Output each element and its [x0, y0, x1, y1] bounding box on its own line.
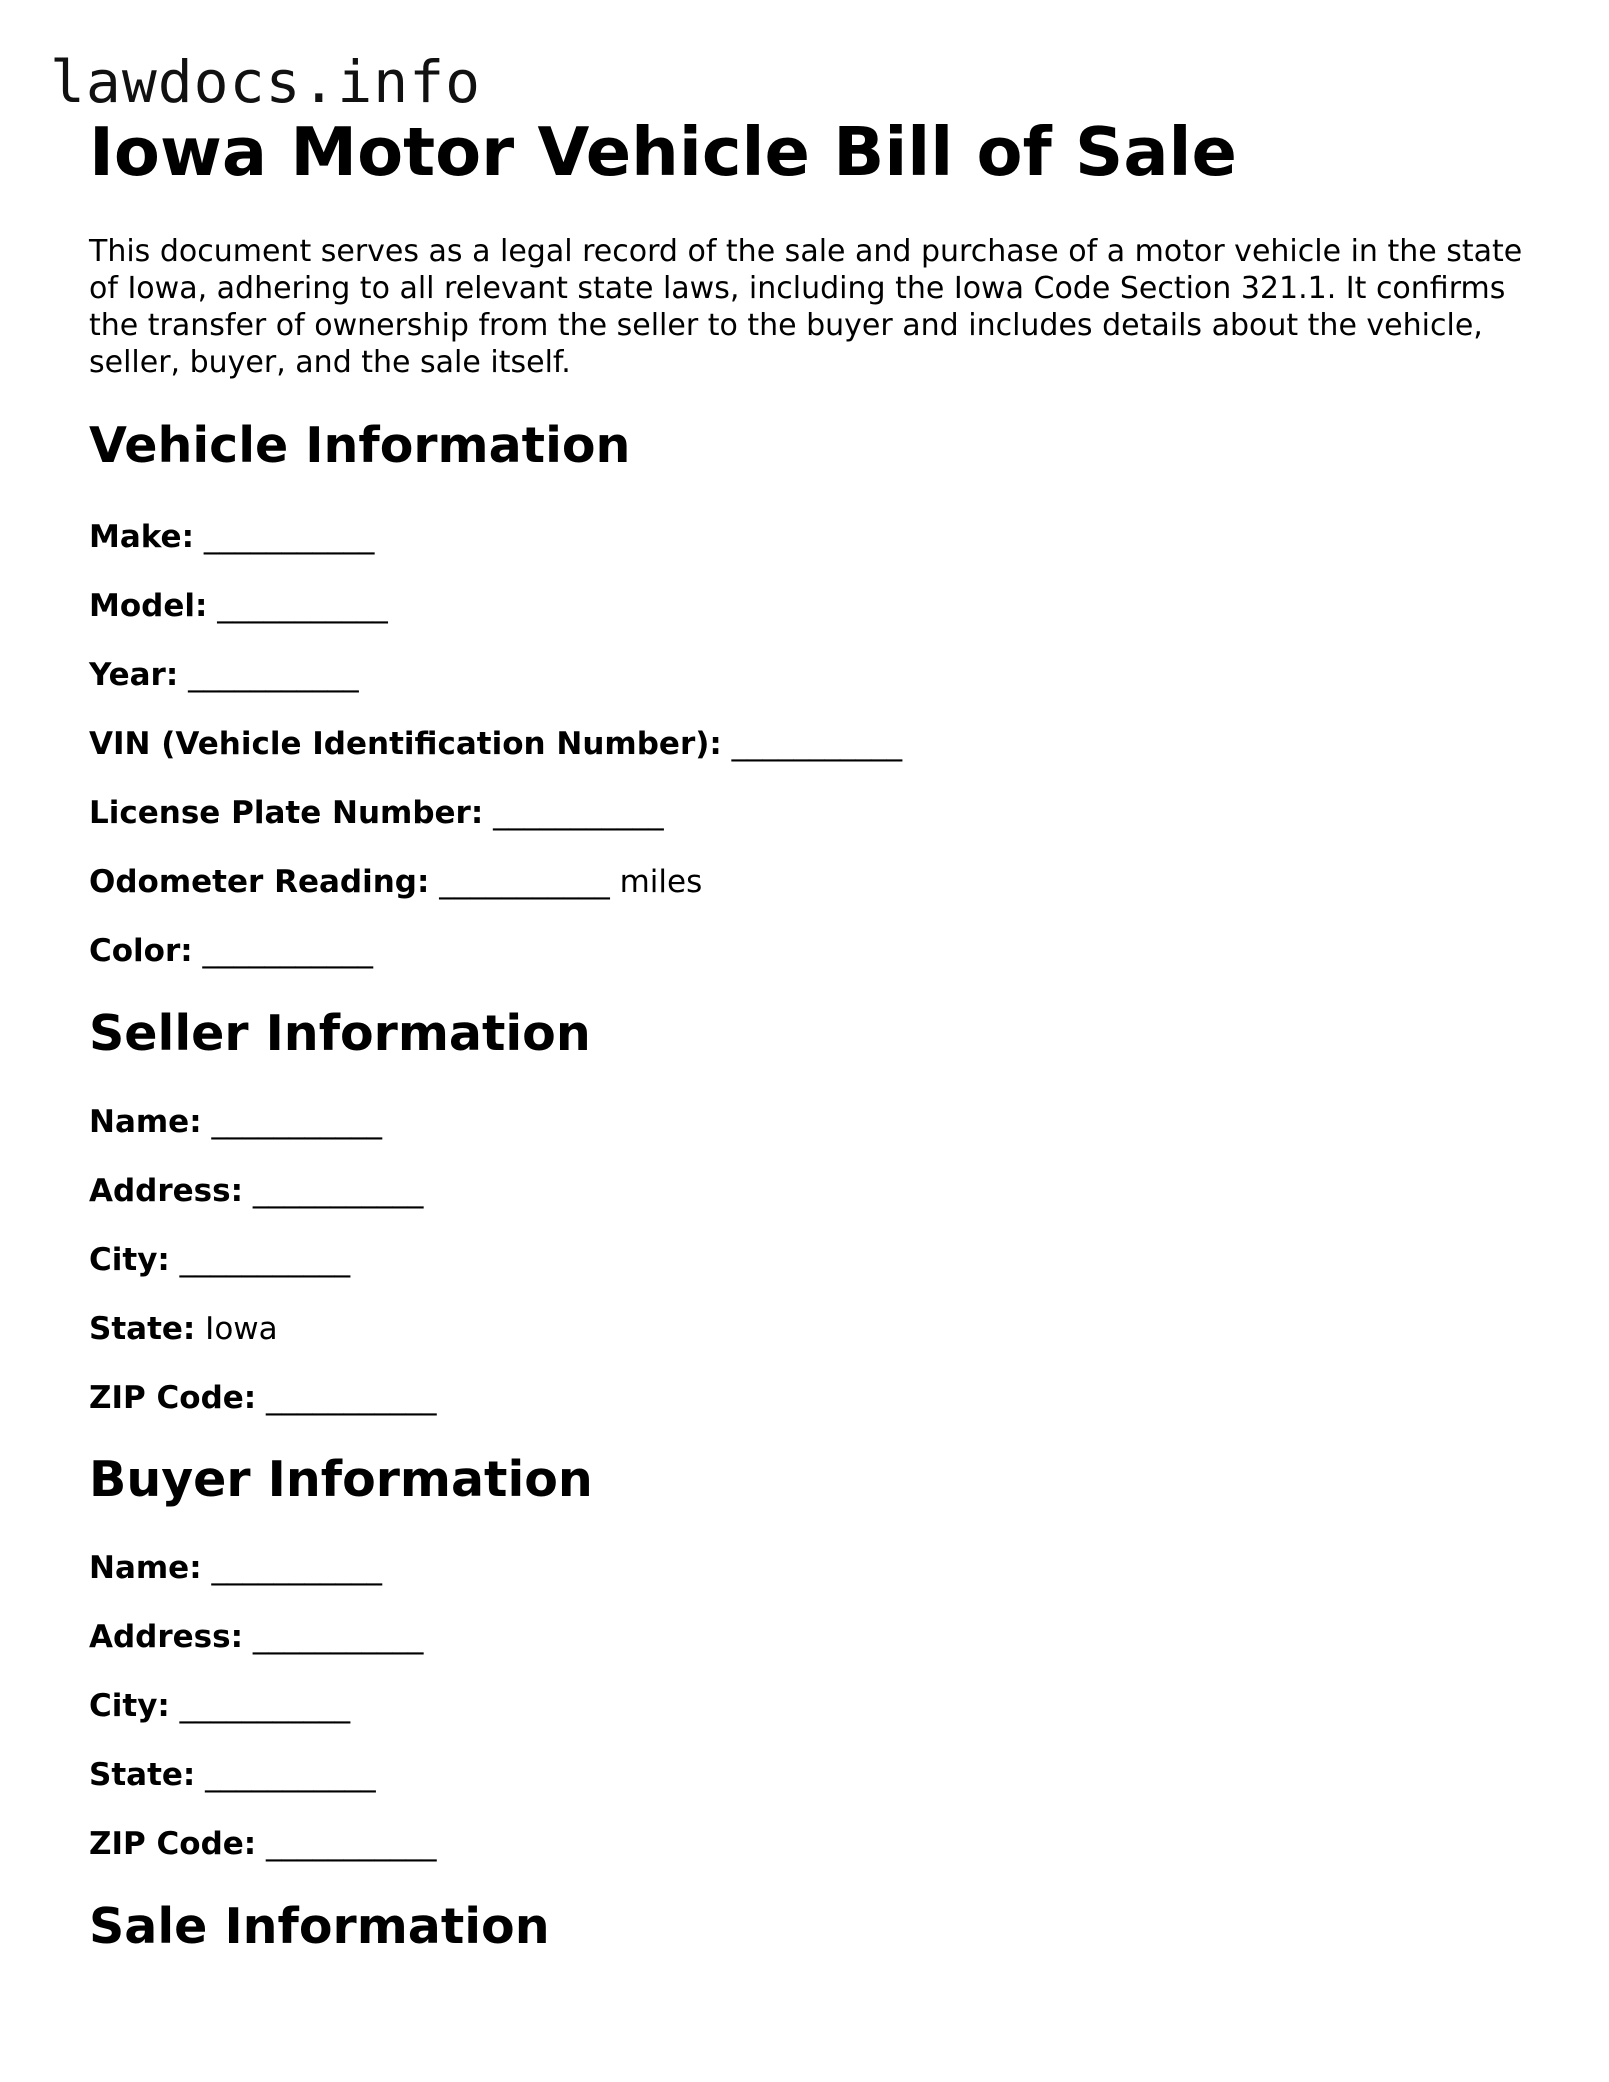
vehicle-color-field	[89, 931, 373, 971]
buyer-city-blank[interactable]: ___________	[179, 1688, 351, 1724]
seller-section-heading: Seller Information	[89, 1005, 591, 1062]
field-label: City:	[89, 1688, 170, 1724]
field-label: Name:	[89, 1104, 202, 1140]
field-label: State:	[89, 1311, 196, 1347]
seller-address-blank[interactable]: ___________	[252, 1173, 424, 1209]
field-label: Model:	[89, 588, 208, 624]
document-title: Iowa Motor Vehicle Bill of Sale	[89, 113, 1237, 191]
vehicle-vin-field	[89, 724, 902, 764]
buyer-state-field	[89, 1755, 376, 1795]
field-label: License Plate Number:	[89, 795, 484, 831]
vehicle-model-field	[89, 586, 388, 626]
color-blank[interactable]: ___________	[202, 933, 374, 969]
field-label: Make:	[89, 519, 194, 555]
field-label: ZIP Code:	[89, 1826, 257, 1862]
buyer-state-blank[interactable]: ___________	[205, 1757, 376, 1793]
site-watermark: lawdocs.info	[50, 48, 482, 116]
field-label: City:	[89, 1242, 170, 1278]
plate-blank[interactable]: ___________	[493, 795, 664, 831]
seller-address-field	[89, 1171, 423, 1211]
field-label: Odometer Reading:	[89, 864, 430, 900]
buyer-address-blank[interactable]: ___________	[252, 1619, 424, 1655]
intro-paragraph: This document serves as a legal record of the sale and purchase of a motor vehicle in the state of Iowa, adhering to all relevant state laws, including the Iowa Code Section 321.1. It confirms the transfer of ownership from the seller to the buyer and includes details about the vehicle, seller, buyer, and the sale itself.	[89, 234, 1523, 380]
seller-name-blank[interactable]: ___________	[211, 1104, 382, 1140]
field-label: Name:	[89, 1550, 202, 1586]
field-label: State:	[89, 1757, 196, 1793]
vehicle-odometer-field	[89, 862, 702, 902]
field-label: Year:	[89, 657, 179, 693]
buyer-city-field	[89, 1686, 350, 1726]
vehicle-year-field	[89, 655, 359, 695]
buyer-name-field	[89, 1548, 382, 1588]
seller-city-field	[89, 1240, 350, 1280]
buyer-section-heading: Buyer Information	[89, 1451, 593, 1508]
sale-section-heading: Sale Information	[89, 1898, 550, 1955]
seller-state-value: Iowa	[205, 1311, 278, 1347]
field-label: Color:	[89, 933, 193, 969]
seller-zip-blank[interactable]: ___________	[266, 1380, 437, 1416]
seller-zip-field	[89, 1378, 437, 1418]
year-blank[interactable]: ___________	[188, 657, 359, 693]
buyer-address-field	[89, 1617, 423, 1657]
buyer-zip-field	[89, 1824, 437, 1864]
odometer-unit: miles	[619, 864, 703, 900]
vehicle-section-heading: Vehicle Information	[89, 417, 631, 474]
field-label: Address:	[89, 1619, 243, 1655]
buyer-zip-blank[interactable]: ___________	[266, 1826, 437, 1862]
seller-name-field	[89, 1102, 382, 1142]
field-label: ZIP Code:	[89, 1380, 257, 1416]
field-label: Address:	[89, 1173, 243, 1209]
field-label: VIN (Vehicle Identification Number):	[89, 726, 722, 762]
make-blank[interactable]: ___________	[203, 519, 375, 555]
vehicle-make-field	[89, 517, 374, 557]
vehicle-plate-field	[89, 793, 664, 833]
odometer-blank[interactable]: ___________	[439, 864, 610, 900]
seller-city-blank[interactable]: ___________	[179, 1242, 351, 1278]
seller-state-field	[89, 1309, 278, 1349]
vin-blank[interactable]: ___________	[731, 726, 903, 762]
buyer-name-blank[interactable]: ___________	[211, 1550, 382, 1586]
model-blank[interactable]: ___________	[217, 588, 388, 624]
